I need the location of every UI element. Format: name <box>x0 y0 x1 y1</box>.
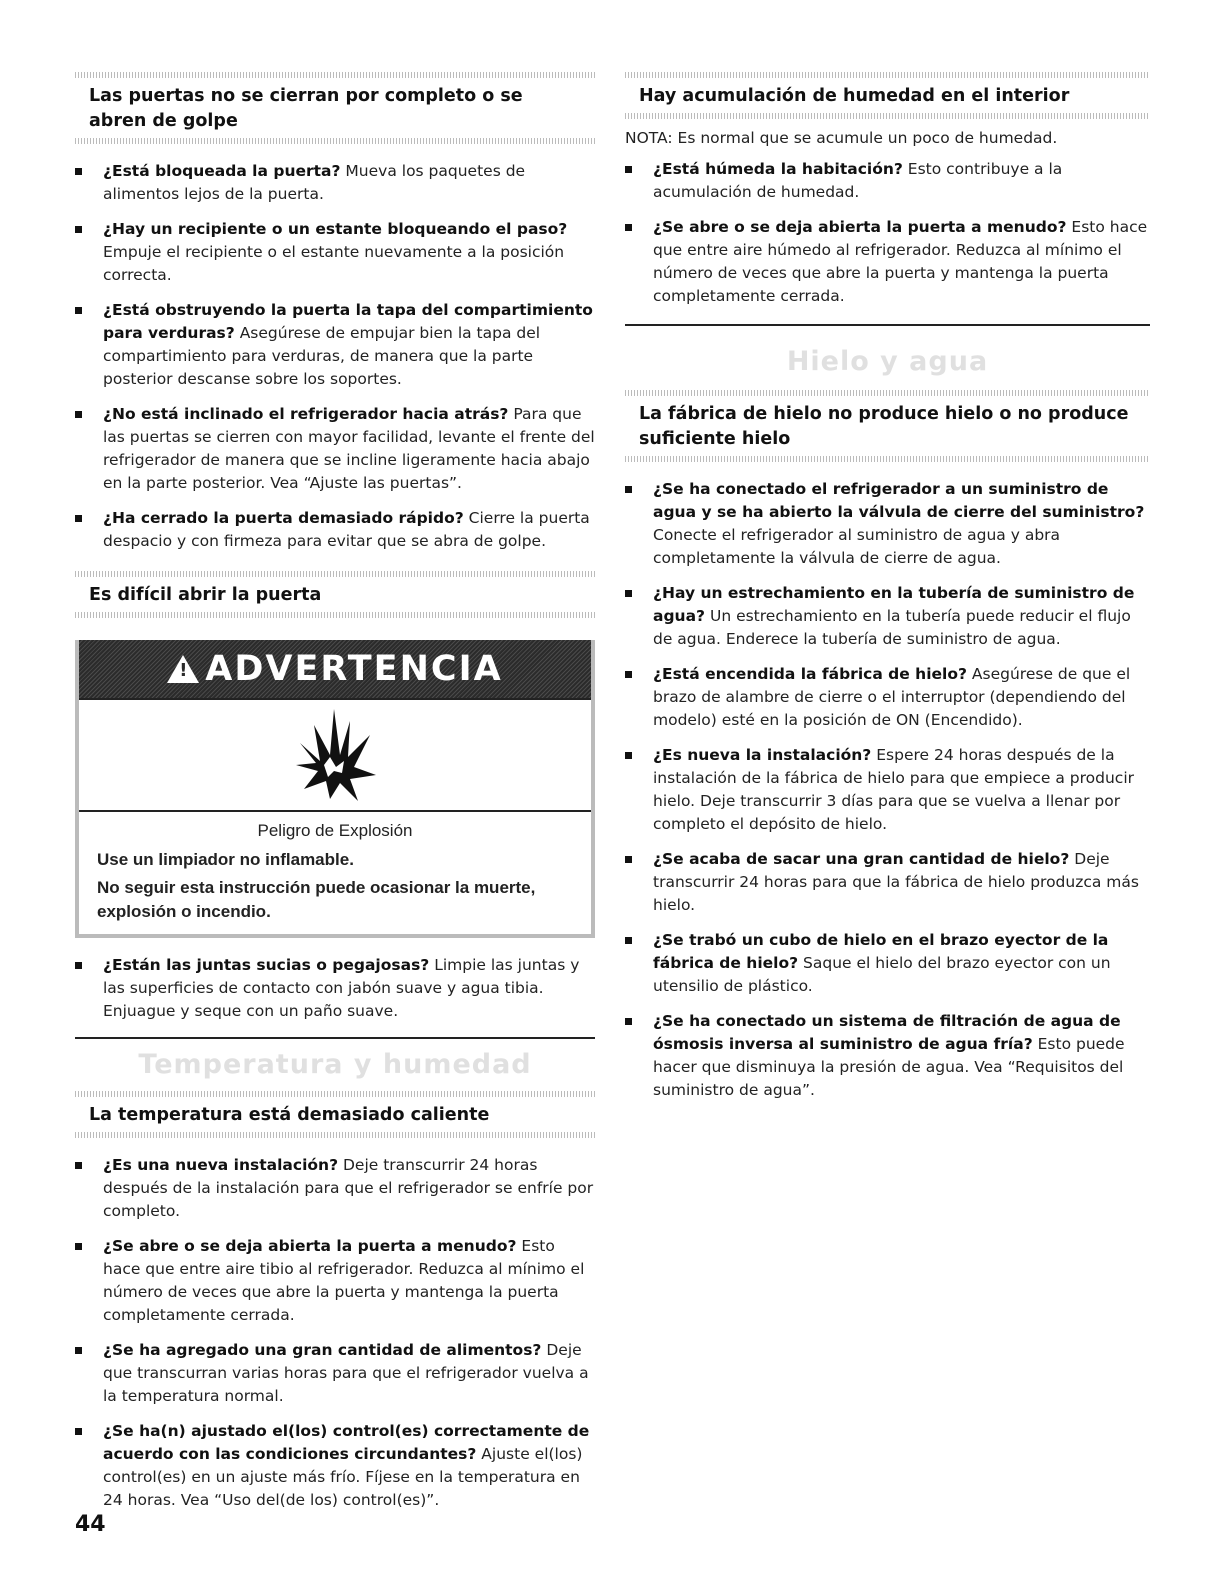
list-item: ¿Se abre o se deja abierta la puerta a menudo? Esto hace que entre aire tibio al refrigerador. Reduzca al mínimo el número de veces que abre la puerta y mantenga la puerta completamente cerrada. <box>75 1235 595 1327</box>
list-item: ¿Hay un estrechamiento en la tubería de suministro de agua? Un estrechamiento en la tubería puede reducir el flujo de agua. Enderece la tubería de suministro de agua. <box>625 582 1150 651</box>
warning-text <box>79 812 591 934</box>
list-item: ¿No está inclinado el refrigerador hacia atrás? Para que las puertas se cierren con mayor facilidad, levante el frente del refrigerador de manera que se incline ligeramente hacia abajo en la parte posterior. Vea “Ajuste las puertas”. <box>75 403 595 495</box>
list-item: ¿Se ha agregado una gran cantidad de alimentos? Deje que transcurran varias horas para que el refrigerador vuelva a la temperatura normal. <box>75 1339 595 1408</box>
bullet-list <box>75 954 595 1023</box>
list-item: ¿Es una nueva instalación? Deje transcurrir 24 horas después de la instalación para que el refrigerador se enfríe por completo. <box>75 1154 595 1223</box>
chapter-title: Temperatura y humedad <box>138 1049 532 1080</box>
section-heading: Hay acumulación de humedad en el interior <box>639 86 1070 106</box>
list-item: ¿Está obstruyendo la puerta la tapa del compartimiento para verduras? Asegúrese de empujar bien la tapa del compartimiento para verduras, de manera que la parte posterior descanse sobre los soportes. <box>75 299 595 391</box>
section-heading: La fábrica de hielo no produce hielo o no produce suficiente hielo <box>639 404 1129 449</box>
bullet-list <box>75 1154 595 1512</box>
bullet-list <box>75 160 595 553</box>
explosion-icon <box>79 698 591 812</box>
warning-triangle-icon: ! <box>167 655 199 683</box>
section-rule <box>625 113 1150 119</box>
list-item: ¿Se trabó un cubo de hielo en el brazo eyector de la fábrica de hielo? Saque el hielo del brazo eyector con un utensilio de plástico. <box>625 929 1150 998</box>
list-item: ¿Se ha conectado el refrigerador a un suministro de agua y se ha abierto la válvula de cierre del suministro? Conecte el refrigerador al suministro de agua y abra completamente la válvula de cierre de agua. <box>625 478 1150 570</box>
hazard-title: Peligro de Explosión <box>257 821 413 840</box>
list-item: ¿Están las juntas sucias o pegajosas? Limpie las juntas y las superficies de contacto con jabón suave y agua tibia. Enjuague y seque con un paño suave. <box>75 954 595 1023</box>
list-item: ¿Se acaba de sacar una gran cantidad de hielo? Deje transcurrir 24 horas para que la fábrica de hielo produzca más hielo. <box>625 848 1150 917</box>
section-heading: La temperatura está demasiado caliente <box>89 1105 490 1125</box>
list-item: ¿Es nueva la instalación? Espere 24 horas después de la instalación de la fábrica de hielo para que empiece a producir hielo. Deje transcurrir 3 días para que se vuelva a llenar por completo el depósito de hielo. <box>625 744 1150 836</box>
left-column <box>75 0 595 1524</box>
list-item: ¿Está bloqueada la puerta? Mueva los paquetes de alimentos lejos de la puerta. <box>75 160 595 206</box>
list-item: ¿Se ha conectado un sistema de filtración de agua de ósmosis inversa al suministro de agua fría? Esto puede hacer que disminuya la presión de agua. Vea “Requisitos del suministro de agua”. <box>625 1010 1150 1102</box>
chapter-title: Hielo y agua <box>786 346 989 377</box>
note: NOTA: Es normal que se acumule un poco de humedad. <box>625 129 1058 147</box>
warning-instruction: Use un limpiador no inflamable. <box>97 850 354 869</box>
list-item: ¿Está húmeda la habitación? Esto contribuye a la acumulación de humedad. <box>625 158 1150 204</box>
warning-banner <box>79 640 591 698</box>
list-item: ¿Está encendida la fábrica de hielo? Asegúrese de que el brazo de alambre de cierre o el interruptor (dependiendo del modelo) esté en la posición de ON (Encendido). <box>625 663 1150 732</box>
bullet-list <box>625 158 1150 308</box>
bullet-list <box>625 478 1150 1102</box>
page-number: 44 <box>75 1512 106 1537</box>
warning-consequence: No seguir esta instrucción puede ocasionar la muerte, explosión o incendio. <box>97 878 536 921</box>
section-heading: Las puertas no se cierran por completo o se abren de golpe <box>89 86 523 131</box>
list-item: ¿Se ha(n) ajustado el(los) control(es) correctamente de acuerdo con las condiciones circundantes? Ajuste el(los) control(es) en un ajuste más frío. Fíjese en la temperatura en 24 horas. Vea “Uso del(de los) control(es)”. <box>75 1420 595 1512</box>
section-heading: Es difícil abrir la puerta <box>89 585 322 605</box>
right-column <box>625 0 1150 1114</box>
list-item: ¿Ha cerrado la puerta demasiado rápido? Cierre la puerta despacio y con firmeza para evitar que se abra de golpe. <box>75 507 595 553</box>
list-item: ¿Se abre o se deja abierta la puerta a menudo? Esto hace que entre aire húmedo al refrigerador. Reduzca al mínimo el número de veces que abre la puerta y mantenga la puerta completamente cerrada. <box>625 216 1150 308</box>
warning-box <box>75 640 595 938</box>
list-item: ¿Hay un recipiente o un estante bloqueando el paso? Empuje el recipiente o el estante nuevamente a la posición correcta. <box>75 218 595 287</box>
warning-banner-text: ADVERTENCIA <box>205 649 503 689</box>
